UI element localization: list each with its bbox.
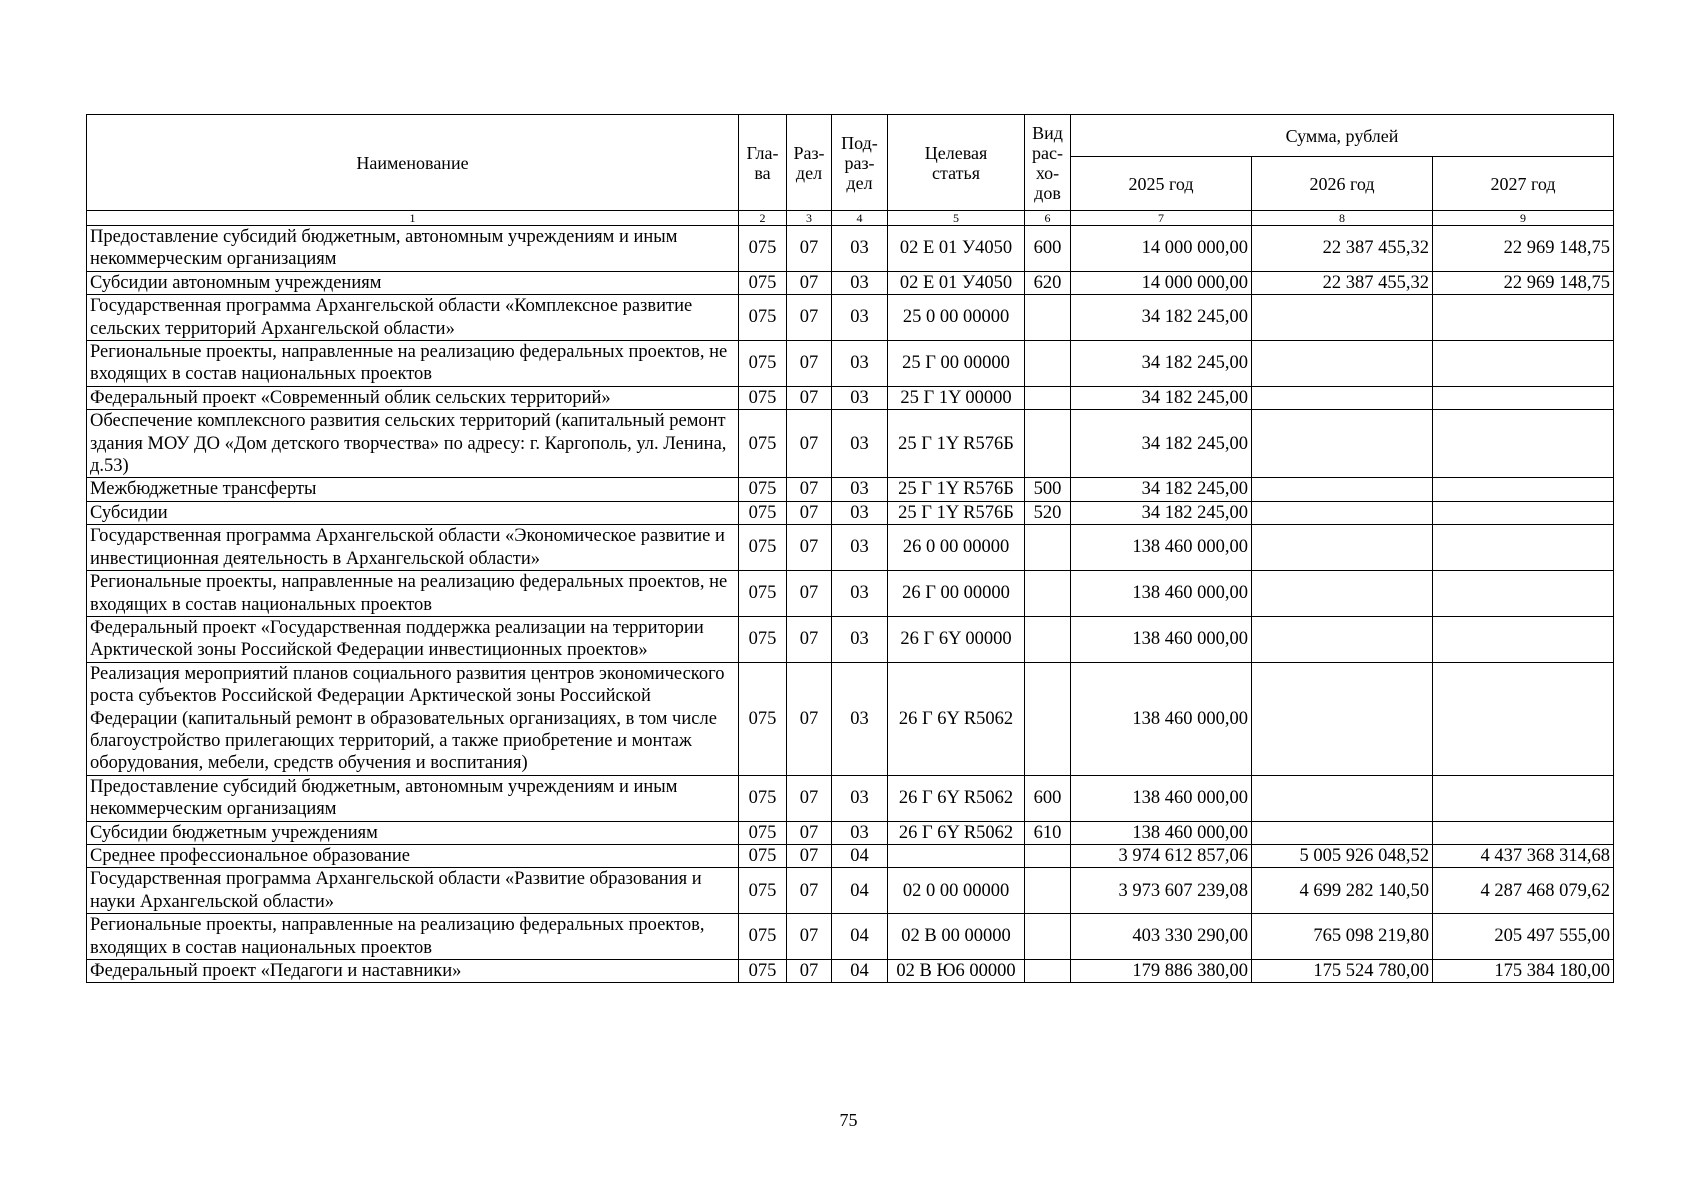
row-glava: 075 (739, 914, 787, 960)
row-name: Предоставление субсидий бюджетным, автономным учреждениям и иным некоммерческим организациям (87, 775, 739, 821)
row-podrazdel: 03 (832, 501, 888, 524)
row-amount-2027 (1433, 410, 1614, 478)
table-row (87, 226, 1614, 272)
row-amount-2025: 34 182 245,00 (1071, 478, 1252, 501)
row-podrazdel: 03 (832, 341, 888, 387)
row-amount-2026: 22 387 455,32 (1252, 271, 1433, 294)
row-target: 02 0 00 00000 (888, 868, 1025, 914)
row-razdel: 07 (787, 525, 832, 571)
row-amount-2026: 5 005 926 048,52 (1252, 844, 1433, 867)
row-name: Среднее профессиональное образование (87, 844, 739, 867)
row-amount-2025: 138 460 000,00 (1071, 662, 1252, 775)
row-amount-2025: 34 182 245,00 (1071, 410, 1252, 478)
row-podrazdel: 03 (832, 386, 888, 409)
table-row (87, 341, 1614, 387)
row-amount-2025: 14 000 000,00 (1071, 226, 1252, 272)
row-amount-2026: 765 098 219,80 (1252, 914, 1433, 960)
table-row (87, 525, 1614, 571)
row-amount-2027 (1433, 341, 1614, 387)
row-amount-2027: 4 287 468 079,62 (1433, 868, 1614, 914)
row-target: 02 Е 01 У4050 (888, 271, 1025, 294)
row-amount-2027 (1433, 478, 1614, 501)
row-vid (1025, 868, 1071, 914)
row-amount-2026 (1252, 775, 1433, 821)
row-amount-2026 (1252, 386, 1433, 409)
table-row (87, 478, 1614, 501)
row-target: 26 0 00 00000 (888, 525, 1025, 571)
row-vid: 600 (1025, 226, 1071, 272)
row-glava: 075 (739, 410, 787, 478)
row-vid (1025, 616, 1071, 662)
row-name: Государственная программа Архангельской области «Развитие образования и науки Архангельской области» (87, 868, 739, 914)
row-podrazdel: 03 (832, 571, 888, 617)
row-glava: 075 (739, 616, 787, 662)
header-year-2025: 2025 год (1071, 157, 1252, 211)
row-podrazdel: 04 (832, 868, 888, 914)
row-amount-2025: 138 460 000,00 (1071, 821, 1252, 844)
row-amount-2025: 14 000 000,00 (1071, 271, 1252, 294)
row-amount-2027: 175 384 180,00 (1433, 960, 1614, 983)
row-amount-2025: 138 460 000,00 (1071, 616, 1252, 662)
row-vid (1025, 525, 1071, 571)
column-number: 3 (787, 211, 832, 226)
row-amount-2026 (1252, 821, 1433, 844)
row-vid (1025, 410, 1071, 478)
header-podrazdel: Под- раз- дел (832, 115, 888, 211)
table-row (87, 295, 1614, 341)
column-number: 1 (87, 211, 739, 226)
row-razdel: 07 (787, 821, 832, 844)
row-amount-2025: 34 182 245,00 (1071, 386, 1252, 409)
row-podrazdel: 03 (832, 525, 888, 571)
row-vid (1025, 960, 1071, 983)
row-glava: 075 (739, 295, 787, 341)
row-name: Субсидии (87, 501, 739, 524)
row-podrazdel: 03 (832, 410, 888, 478)
header-year-2027: 2027 год (1433, 157, 1614, 211)
row-glava: 075 (739, 821, 787, 844)
row-razdel: 07 (787, 271, 832, 294)
row-podrazdel: 03 (832, 821, 888, 844)
row-vid: 500 (1025, 478, 1071, 501)
table-row (87, 821, 1614, 844)
column-number: 5 (888, 211, 1025, 226)
row-podrazdel: 04 (832, 960, 888, 983)
row-podrazdel: 03 (832, 271, 888, 294)
row-amount-2026 (1252, 662, 1433, 775)
row-amount-2025: 3 973 607 239,08 (1071, 868, 1252, 914)
row-name: Федеральный проект «Государственная поддержка реализации на территории Арктической зоны Российской Федерации инвестиционных проектов» (87, 616, 739, 662)
row-name: Региональные проекты, направленные на реализацию федеральных проектов, не входящих в состав национальных проектов (87, 571, 739, 617)
row-target: 02 В 00 00000 (888, 914, 1025, 960)
row-glava: 075 (739, 960, 787, 983)
row-glava: 075 (739, 226, 787, 272)
row-target: 25 Г 1Y R576Б (888, 410, 1025, 478)
table-row (87, 616, 1614, 662)
row-name: Региональные проекты, направленные на реализацию федеральных проектов, не входящих в состав национальных проектов (87, 341, 739, 387)
row-razdel: 07 (787, 616, 832, 662)
row-podrazdel: 03 (832, 478, 888, 501)
row-podrazdel: 03 (832, 775, 888, 821)
header-sum: Сумма, рублей (1071, 115, 1614, 157)
row-amount-2026 (1252, 525, 1433, 571)
row-amount-2026 (1252, 295, 1433, 341)
row-razdel: 07 (787, 341, 832, 387)
table-body (87, 226, 1614, 983)
column-number: 7 (1071, 211, 1252, 226)
column-number: 9 (1433, 211, 1614, 226)
row-name: Государственная программа Архангельской области «Экономическое развитие и инвестиционная деятельность в Архангельской области» (87, 525, 739, 571)
row-amount-2025: 138 460 000,00 (1071, 525, 1252, 571)
row-vid (1025, 341, 1071, 387)
row-target: 26 Г 6Y R5062 (888, 775, 1025, 821)
row-name: Субсидии автономным учреждениям (87, 271, 739, 294)
row-vid: 520 (1025, 501, 1071, 524)
row-glava: 075 (739, 501, 787, 524)
row-glava: 075 (739, 478, 787, 501)
row-name: Реализация мероприятий планов социального развития центров экономического роста субъектов Российской Федерации Арктической зоны Российской Федерации (капитальный ремонт в образовательных организациях, в том числе благоустройство прилегающих территорий, а также приобретение и монтаж оборудования, мебели, средств обучения и воспитания) (87, 662, 739, 775)
row-glava: 075 (739, 775, 787, 821)
row-vid (1025, 386, 1071, 409)
row-vid (1025, 662, 1071, 775)
row-amount-2026 (1252, 341, 1433, 387)
row-glava: 075 (739, 571, 787, 617)
row-target: 26 Г 00 00000 (888, 571, 1025, 617)
row-target: 25 Г 1Y R576Б (888, 478, 1025, 501)
row-podrazdel: 03 (832, 616, 888, 662)
row-razdel: 07 (787, 662, 832, 775)
row-target: 26 Г 6Y R5062 (888, 662, 1025, 775)
row-target: 25 Г 00 00000 (888, 341, 1025, 387)
column-number: 8 (1252, 211, 1433, 226)
row-vid (1025, 571, 1071, 617)
row-razdel: 07 (787, 868, 832, 914)
row-amount-2026 (1252, 501, 1433, 524)
row-amount-2025: 138 460 000,00 (1071, 571, 1252, 617)
row-podrazdel: 03 (832, 662, 888, 775)
column-number: 4 (832, 211, 888, 226)
row-target: 25 0 00 00000 (888, 295, 1025, 341)
header-target: Целевая статья (888, 115, 1025, 211)
table-row (87, 914, 1614, 960)
row-razdel: 07 (787, 226, 832, 272)
row-amount-2026: 22 387 455,32 (1252, 226, 1433, 272)
row-amount-2027 (1433, 525, 1614, 571)
row-amount-2026: 4 699 282 140,50 (1252, 868, 1433, 914)
row-amount-2027 (1433, 821, 1614, 844)
row-amount-2025: 179 886 380,00 (1071, 960, 1252, 983)
row-target: 25 Г 1Y R576Б (888, 501, 1025, 524)
row-name: Субсидии бюджетным учреждениям (87, 821, 739, 844)
header-vid: Вид рас- хо- дов (1025, 115, 1071, 211)
table-row (87, 775, 1614, 821)
row-name: Межбюджетные трансферты (87, 478, 739, 501)
row-vid (1025, 914, 1071, 960)
row-glava: 075 (739, 844, 787, 867)
header-name: Наименование (87, 115, 739, 211)
row-glava: 075 (739, 341, 787, 387)
header-razdel: Раз- дел (787, 115, 832, 211)
row-amount-2027 (1433, 775, 1614, 821)
row-podrazdel: 04 (832, 914, 888, 960)
row-razdel: 07 (787, 386, 832, 409)
table-row (87, 868, 1614, 914)
row-name: Федеральный проект «Педагоги и наставники» (87, 960, 739, 983)
header-glava: Гла- ва (739, 115, 787, 211)
row-amount-2025: 34 182 245,00 (1071, 341, 1252, 387)
row-amount-2027: 22 969 148,75 (1433, 226, 1614, 272)
row-amount-2026 (1252, 410, 1433, 478)
row-podrazdel: 03 (832, 226, 888, 272)
table-row (87, 662, 1614, 775)
table-row (87, 571, 1614, 617)
row-glava: 075 (739, 525, 787, 571)
table-row (87, 960, 1614, 983)
row-amount-2027: 205 497 555,00 (1433, 914, 1614, 960)
row-amount-2026: 175 524 780,00 (1252, 960, 1433, 983)
header-year-2026: 2026 год (1252, 157, 1433, 211)
row-amount-2026 (1252, 616, 1433, 662)
row-target (888, 844, 1025, 867)
row-razdel: 07 (787, 844, 832, 867)
row-name: Государственная программа Архангельской области «Комплексное развитие сельских территорий Архангельской области» (87, 295, 739, 341)
row-razdel: 07 (787, 775, 832, 821)
row-name: Предоставление субсидий бюджетным, автономным учреждениям и иным некоммерческим организациям (87, 226, 739, 272)
row-amount-2027 (1433, 501, 1614, 524)
row-name: Обеспечение комплексного развития сельских территорий (капитальный ремонт здания МОУ ДО «Дом детского творчества» по адресу: г. Каргополь, ул. Ленина, д.53) (87, 410, 739, 478)
row-target: 26 Г 6Y 00000 (888, 616, 1025, 662)
row-target: 26 Г 6Y R5062 (888, 821, 1025, 844)
page-number: 75 (839, 1110, 858, 1130)
row-razdel: 07 (787, 571, 832, 617)
row-amount-2027 (1433, 571, 1614, 617)
row-amount-2025: 34 182 245,00 (1071, 501, 1252, 524)
row-amount-2025: 34 182 245,00 (1071, 295, 1252, 341)
row-razdel: 07 (787, 960, 832, 983)
column-number-row (87, 211, 1614, 226)
row-amount-2027 (1433, 662, 1614, 775)
row-amount-2027 (1433, 295, 1614, 341)
row-glava: 075 (739, 386, 787, 409)
column-number: 2 (739, 211, 787, 226)
table-row (87, 501, 1614, 524)
row-amount-2027: 22 969 148,75 (1433, 271, 1614, 294)
row-amount-2027 (1433, 616, 1614, 662)
row-glava: 075 (739, 868, 787, 914)
row-razdel: 07 (787, 295, 832, 341)
row-name: Федеральный проект «Современный облик сельских территорий» (87, 386, 739, 409)
row-amount-2027 (1433, 386, 1614, 409)
row-vid (1025, 295, 1071, 341)
row-amount-2026 (1252, 571, 1433, 617)
table-row (87, 410, 1614, 478)
row-target: 02 Е 01 У4050 (888, 226, 1025, 272)
table-row (87, 844, 1614, 867)
row-podrazdel: 04 (832, 844, 888, 867)
table-header (87, 115, 1614, 226)
row-amount-2025: 138 460 000,00 (1071, 775, 1252, 821)
row-amount-2025: 3 974 612 857,06 (1071, 844, 1252, 867)
row-razdel: 07 (787, 914, 832, 960)
row-vid: 620 (1025, 271, 1071, 294)
row-podrazdel: 03 (832, 295, 888, 341)
row-target: 25 Г 1Y 00000 (888, 386, 1025, 409)
budget-table (86, 114, 1614, 983)
row-vid (1025, 844, 1071, 867)
row-amount-2025: 403 330 290,00 (1071, 914, 1252, 960)
row-glava: 075 (739, 662, 787, 775)
row-amount-2027: 4 437 368 314,68 (1433, 844, 1614, 867)
row-vid: 610 (1025, 821, 1071, 844)
row-name: Региональные проекты, направленные на реализацию федеральных проектов, входящих в состав национальных проектов (87, 914, 739, 960)
row-glava: 075 (739, 271, 787, 294)
row-razdel: 07 (787, 478, 832, 501)
row-vid: 600 (1025, 775, 1071, 821)
row-target: 02 В Ю6 00000 (888, 960, 1025, 983)
row-razdel: 07 (787, 410, 832, 478)
row-amount-2026 (1252, 478, 1433, 501)
table-row (87, 271, 1614, 294)
column-number: 6 (1025, 211, 1071, 226)
table-row (87, 386, 1614, 409)
row-razdel: 07 (787, 501, 832, 524)
